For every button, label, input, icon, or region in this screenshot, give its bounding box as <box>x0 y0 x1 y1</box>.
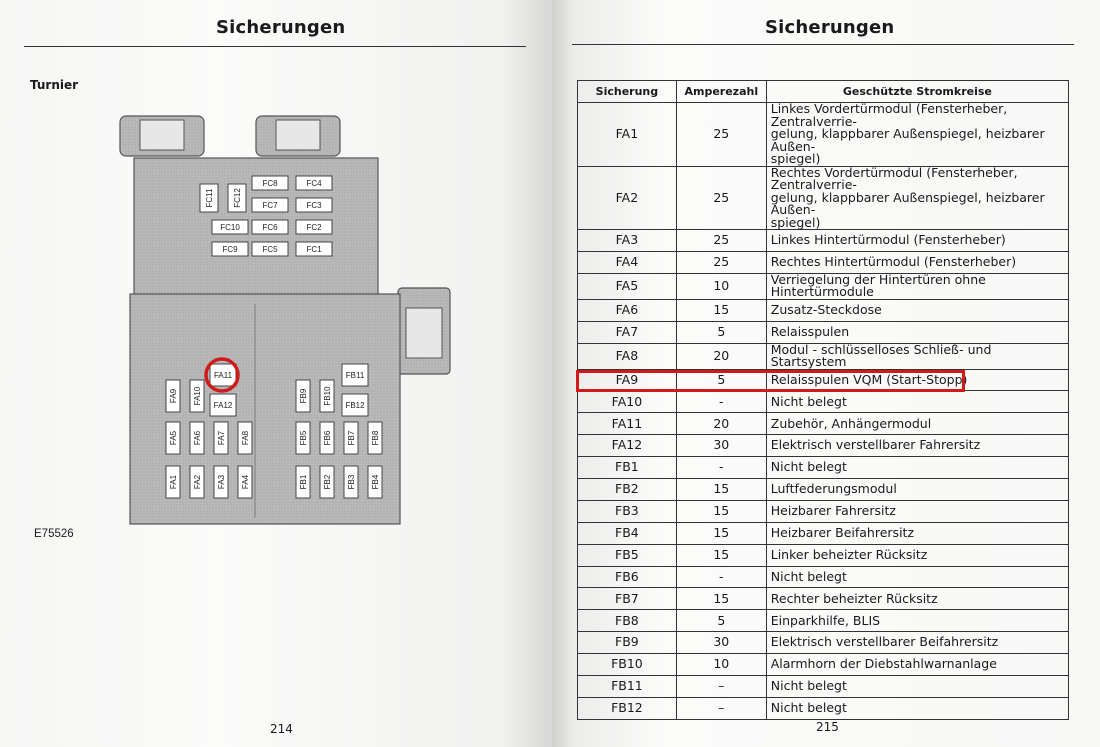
table-row <box>578 697 1069 719</box>
fuse-fc10 <box>212 220 248 234</box>
amperage-cell: - <box>676 566 766 588</box>
table-row <box>578 566 1069 588</box>
circuit-cell: Linkes Vordertürmodul (Fensterheber, Zentralverrie- gelung, klappbarer Außenspiegel, heizbarer Außen- spiegel) <box>766 103 1068 167</box>
amperage-cell: 5 <box>676 610 766 632</box>
fuse-fa3 <box>214 466 228 498</box>
fuse-fb10 <box>320 380 334 412</box>
page-number: 215 <box>816 720 839 734</box>
fuse-id-cell: FA2 <box>578 166 677 230</box>
circuit-cell: Alarmhorn der Diebstahlwarnanlage <box>766 654 1068 676</box>
fuse-fa7 <box>214 422 228 454</box>
table-row <box>578 273 1069 299</box>
svg-text:FC2: FC2 <box>306 223 322 232</box>
amperage-cell: 5 <box>676 321 766 343</box>
svg-text:FA10: FA10 <box>193 386 202 406</box>
table-header-row <box>578 81 1069 103</box>
circuit-cell: Nicht belegt <box>766 457 1068 479</box>
svg-text:FB7: FB7 <box>347 430 356 446</box>
circuit-cell: Luftfederungsmodul <box>766 479 1068 501</box>
fuse-fc12 <box>228 184 246 212</box>
circuit-cell: Nicht belegt <box>766 697 1068 719</box>
fuse-id-cell: FA1 <box>578 103 677 167</box>
table-row <box>578 544 1069 566</box>
svg-text:FB10: FB10 <box>323 386 332 406</box>
amperage-cell: 15 <box>676 544 766 566</box>
fuse-id-cell: FB12 <box>578 697 677 719</box>
svg-text:FC4: FC4 <box>306 179 322 188</box>
fuse-fb6 <box>320 422 334 454</box>
svg-text:FC10: FC10 <box>220 223 240 232</box>
fuse-box-diagram <box>110 108 470 538</box>
circuit-cell: Rechtes Vordertürmodul (Fensterheber, Zentralverrie- gelung, klappbarer Außenspiegel, heizbarer Außen- spiegel) <box>766 166 1068 230</box>
header-amperage: Amperezahl <box>676 81 766 103</box>
amperage-cell: 25 <box>676 166 766 230</box>
left-page <box>0 0 548 747</box>
svg-text:FB8: FB8 <box>371 430 380 446</box>
amperage-cell: 25 <box>676 251 766 273</box>
circuit-cell: Nicht belegt <box>766 676 1068 698</box>
fuse-fb7 <box>344 422 358 454</box>
svg-text:FC12: FC12 <box>233 188 242 208</box>
fuse-id-cell: FA11 <box>578 413 677 435</box>
fuse-fc11 <box>200 184 218 212</box>
fuse-id-cell: FB7 <box>578 588 677 610</box>
circuit-cell: Relaisspulen VQM (Start-Stopp) <box>766 369 1068 391</box>
svg-text:FB2: FB2 <box>323 474 332 490</box>
svg-text:FA7: FA7 <box>217 430 226 446</box>
page-title: Sicherungen <box>216 17 346 38</box>
fuse-fc3 <box>296 198 332 212</box>
svg-text:FC9: FC9 <box>222 245 238 254</box>
amperage-cell: 10 <box>676 273 766 299</box>
fuse-fb11 <box>342 364 368 386</box>
svg-text:FB1: FB1 <box>299 474 308 490</box>
circuit-cell: Linker beheizter Rücksitz <box>766 544 1068 566</box>
svg-text:FC7: FC7 <box>262 201 278 210</box>
table-row <box>578 343 1069 369</box>
circuit-cell: Rechtes Hintertürmodul (Fensterheber) <box>766 251 1068 273</box>
svg-text:FB11: FB11 <box>345 371 365 380</box>
fuse-fa2 <box>190 466 204 498</box>
table-row <box>578 230 1069 252</box>
amperage-cell: – <box>676 697 766 719</box>
svg-text:FB3: FB3 <box>347 474 356 490</box>
table-row <box>578 435 1069 457</box>
section-label: Turnier <box>30 78 79 92</box>
page-number: 214 <box>270 722 293 736</box>
svg-text:FB5: FB5 <box>299 430 308 446</box>
fuse-id-cell: FA8 <box>578 343 677 369</box>
svg-text:FA11: FA11 <box>213 371 233 380</box>
svg-text:FC5: FC5 <box>262 245 278 254</box>
fuse-fa11 <box>210 364 236 386</box>
fuse-fb4 <box>368 466 382 498</box>
table-row <box>578 610 1069 632</box>
fuse-id-cell: FB5 <box>578 544 677 566</box>
fuse-fc7 <box>252 198 288 212</box>
fuse-fa9 <box>166 380 180 412</box>
fuse-table <box>577 80 1069 720</box>
fuse-id-cell: FA6 <box>578 299 677 321</box>
svg-text:FA5: FA5 <box>169 430 178 446</box>
circuit-cell: Zubehör, Anhängermodul <box>766 413 1068 435</box>
svg-text:FA4: FA4 <box>241 474 250 490</box>
circuit-cell: Zusatz-Steckdose <box>766 299 1068 321</box>
svg-text:FC11: FC11 <box>205 188 214 208</box>
fuse-fc5 <box>252 242 288 256</box>
table-row <box>578 166 1069 230</box>
circuit-cell: Elektrisch verstellbarer Fahrersitz <box>766 435 1068 457</box>
title-rule <box>24 46 526 47</box>
table-row <box>578 632 1069 654</box>
fuse-fc9 <box>212 242 248 256</box>
fuse-fb9 <box>296 380 310 412</box>
highlight-box <box>576 370 965 392</box>
svg-text:FA6: FA6 <box>193 430 202 446</box>
amperage-cell: 15 <box>676 299 766 321</box>
svg-text:FA8: FA8 <box>241 430 250 446</box>
fuse-fb3 <box>344 466 358 498</box>
amperage-cell: – <box>676 676 766 698</box>
fuse-id-cell: FA3 <box>578 230 677 252</box>
fuse-fb8 <box>368 422 382 454</box>
fuse-fb1 <box>296 466 310 498</box>
fuse-id-cell: FA12 <box>578 435 677 457</box>
amperage-cell: 5 <box>676 369 766 391</box>
fuse-fc8 <box>252 176 288 190</box>
fuse-fc6 <box>252 220 288 234</box>
svg-text:FB4: FB4 <box>371 474 380 490</box>
fuse-fc4 <box>296 176 332 190</box>
fuse-fb12 <box>342 394 368 416</box>
amperage-cell: 15 <box>676 500 766 522</box>
fuse-fa4 <box>238 466 252 498</box>
fuse-id-cell: FB1 <box>578 457 677 479</box>
fuse-fc1 <box>296 242 332 256</box>
table-row <box>578 251 1069 273</box>
fuse-fa12 <box>210 394 236 416</box>
svg-text:FA1: FA1 <box>169 474 178 490</box>
fuse-id-cell: FB2 <box>578 479 677 501</box>
fuse-fa8 <box>238 422 252 454</box>
table-row <box>578 654 1069 676</box>
amperage-cell: - <box>676 457 766 479</box>
svg-text:FC6: FC6 <box>262 223 278 232</box>
circuit-cell: Linkes Hintertürmodul (Fensterheber) <box>766 230 1068 252</box>
fuse-id-cell: FA5 <box>578 273 677 299</box>
circuit-cell: Modul - schlüsselloses Schließ- und Startsystem <box>766 343 1068 369</box>
table-row <box>578 413 1069 435</box>
title-rule <box>572 44 1074 45</box>
fuse-id-cell: FB9 <box>578 632 677 654</box>
fuse-id-cell: FA7 <box>578 321 677 343</box>
fuse-id-cell: FA4 <box>578 251 677 273</box>
table-row <box>578 479 1069 501</box>
amperage-cell: - <box>676 391 766 413</box>
svg-text:FA9: FA9 <box>169 388 178 404</box>
amperage-cell: 15 <box>676 522 766 544</box>
table-row <box>578 676 1069 698</box>
circuit-cell: Heizbarer Beifahrersitz <box>766 522 1068 544</box>
svg-text:FC8: FC8 <box>262 179 278 188</box>
svg-text:FB12: FB12 <box>345 401 365 410</box>
fuse-fa6 <box>190 422 204 454</box>
fuse-id-cell: FB11 <box>578 676 677 698</box>
fuse-fa1 <box>166 466 180 498</box>
amperage-cell: 25 <box>676 103 766 167</box>
table-row <box>578 457 1069 479</box>
svg-text:FA12: FA12 <box>213 401 233 410</box>
fuse-fc2 <box>296 220 332 234</box>
table-row <box>578 391 1069 413</box>
fuse-table-body <box>578 103 1069 720</box>
amperage-cell: 25 <box>676 230 766 252</box>
header-circuits: Geschützte Stromkreise <box>766 81 1068 103</box>
fuse-id-cell: FB3 <box>578 500 677 522</box>
amperage-cell: 15 <box>676 479 766 501</box>
table-row <box>578 321 1069 343</box>
circuit-cell: Heizbarer Fahrersitz <box>766 500 1068 522</box>
table-row <box>578 522 1069 544</box>
amperage-cell: 20 <box>676 413 766 435</box>
figure-code: E75526 <box>34 528 74 540</box>
svg-text:FA3: FA3 <box>217 474 226 490</box>
amperage-cell: 30 <box>676 632 766 654</box>
table-row <box>578 299 1069 321</box>
page-title: Sicherungen <box>765 17 895 38</box>
circuit-cell: Elektrisch verstellbarer Beifahrersitz <box>766 632 1068 654</box>
fuse-id-cell: FB6 <box>578 566 677 588</box>
amperage-cell: 10 <box>676 654 766 676</box>
fuse-id-cell: FB10 <box>578 654 677 676</box>
circuit-cell: Rechter beheizter Rücksitz <box>766 588 1068 610</box>
amperage-cell: 15 <box>676 588 766 610</box>
circuit-cell: Einparkhilfe, BLIS <box>766 610 1068 632</box>
table-row <box>578 588 1069 610</box>
amperage-cell: 20 <box>676 343 766 369</box>
table-row <box>578 500 1069 522</box>
circuit-cell: Nicht belegt <box>766 566 1068 588</box>
fuse-fa5 <box>166 422 180 454</box>
svg-text:FB6: FB6 <box>323 430 332 446</box>
table-row <box>578 103 1069 167</box>
amperage-cell: 30 <box>676 435 766 457</box>
circuit-cell: Verriegelung der Hintertüren ohne Hintertürmodule <box>766 273 1068 299</box>
fuse-fb2 <box>320 466 334 498</box>
fuse-id-cell: FA9 <box>578 369 677 391</box>
svg-text:FC3: FC3 <box>306 201 322 210</box>
svg-text:FB9: FB9 <box>299 388 308 404</box>
svg-text:FA2: FA2 <box>193 474 202 490</box>
fuse-fb5 <box>296 422 310 454</box>
circuit-cell: Nicht belegt <box>766 391 1068 413</box>
header-fuse: Sicherung <box>578 81 677 103</box>
circuit-cell: Relaisspulen <box>766 321 1068 343</box>
svg-text:FC1: FC1 <box>306 245 322 254</box>
fuse-id-cell: FB8 <box>578 610 677 632</box>
fuse-fa10 <box>190 380 204 412</box>
fuse-id-cell: FB4 <box>578 522 677 544</box>
fuse-id-cell: FA10 <box>578 391 677 413</box>
